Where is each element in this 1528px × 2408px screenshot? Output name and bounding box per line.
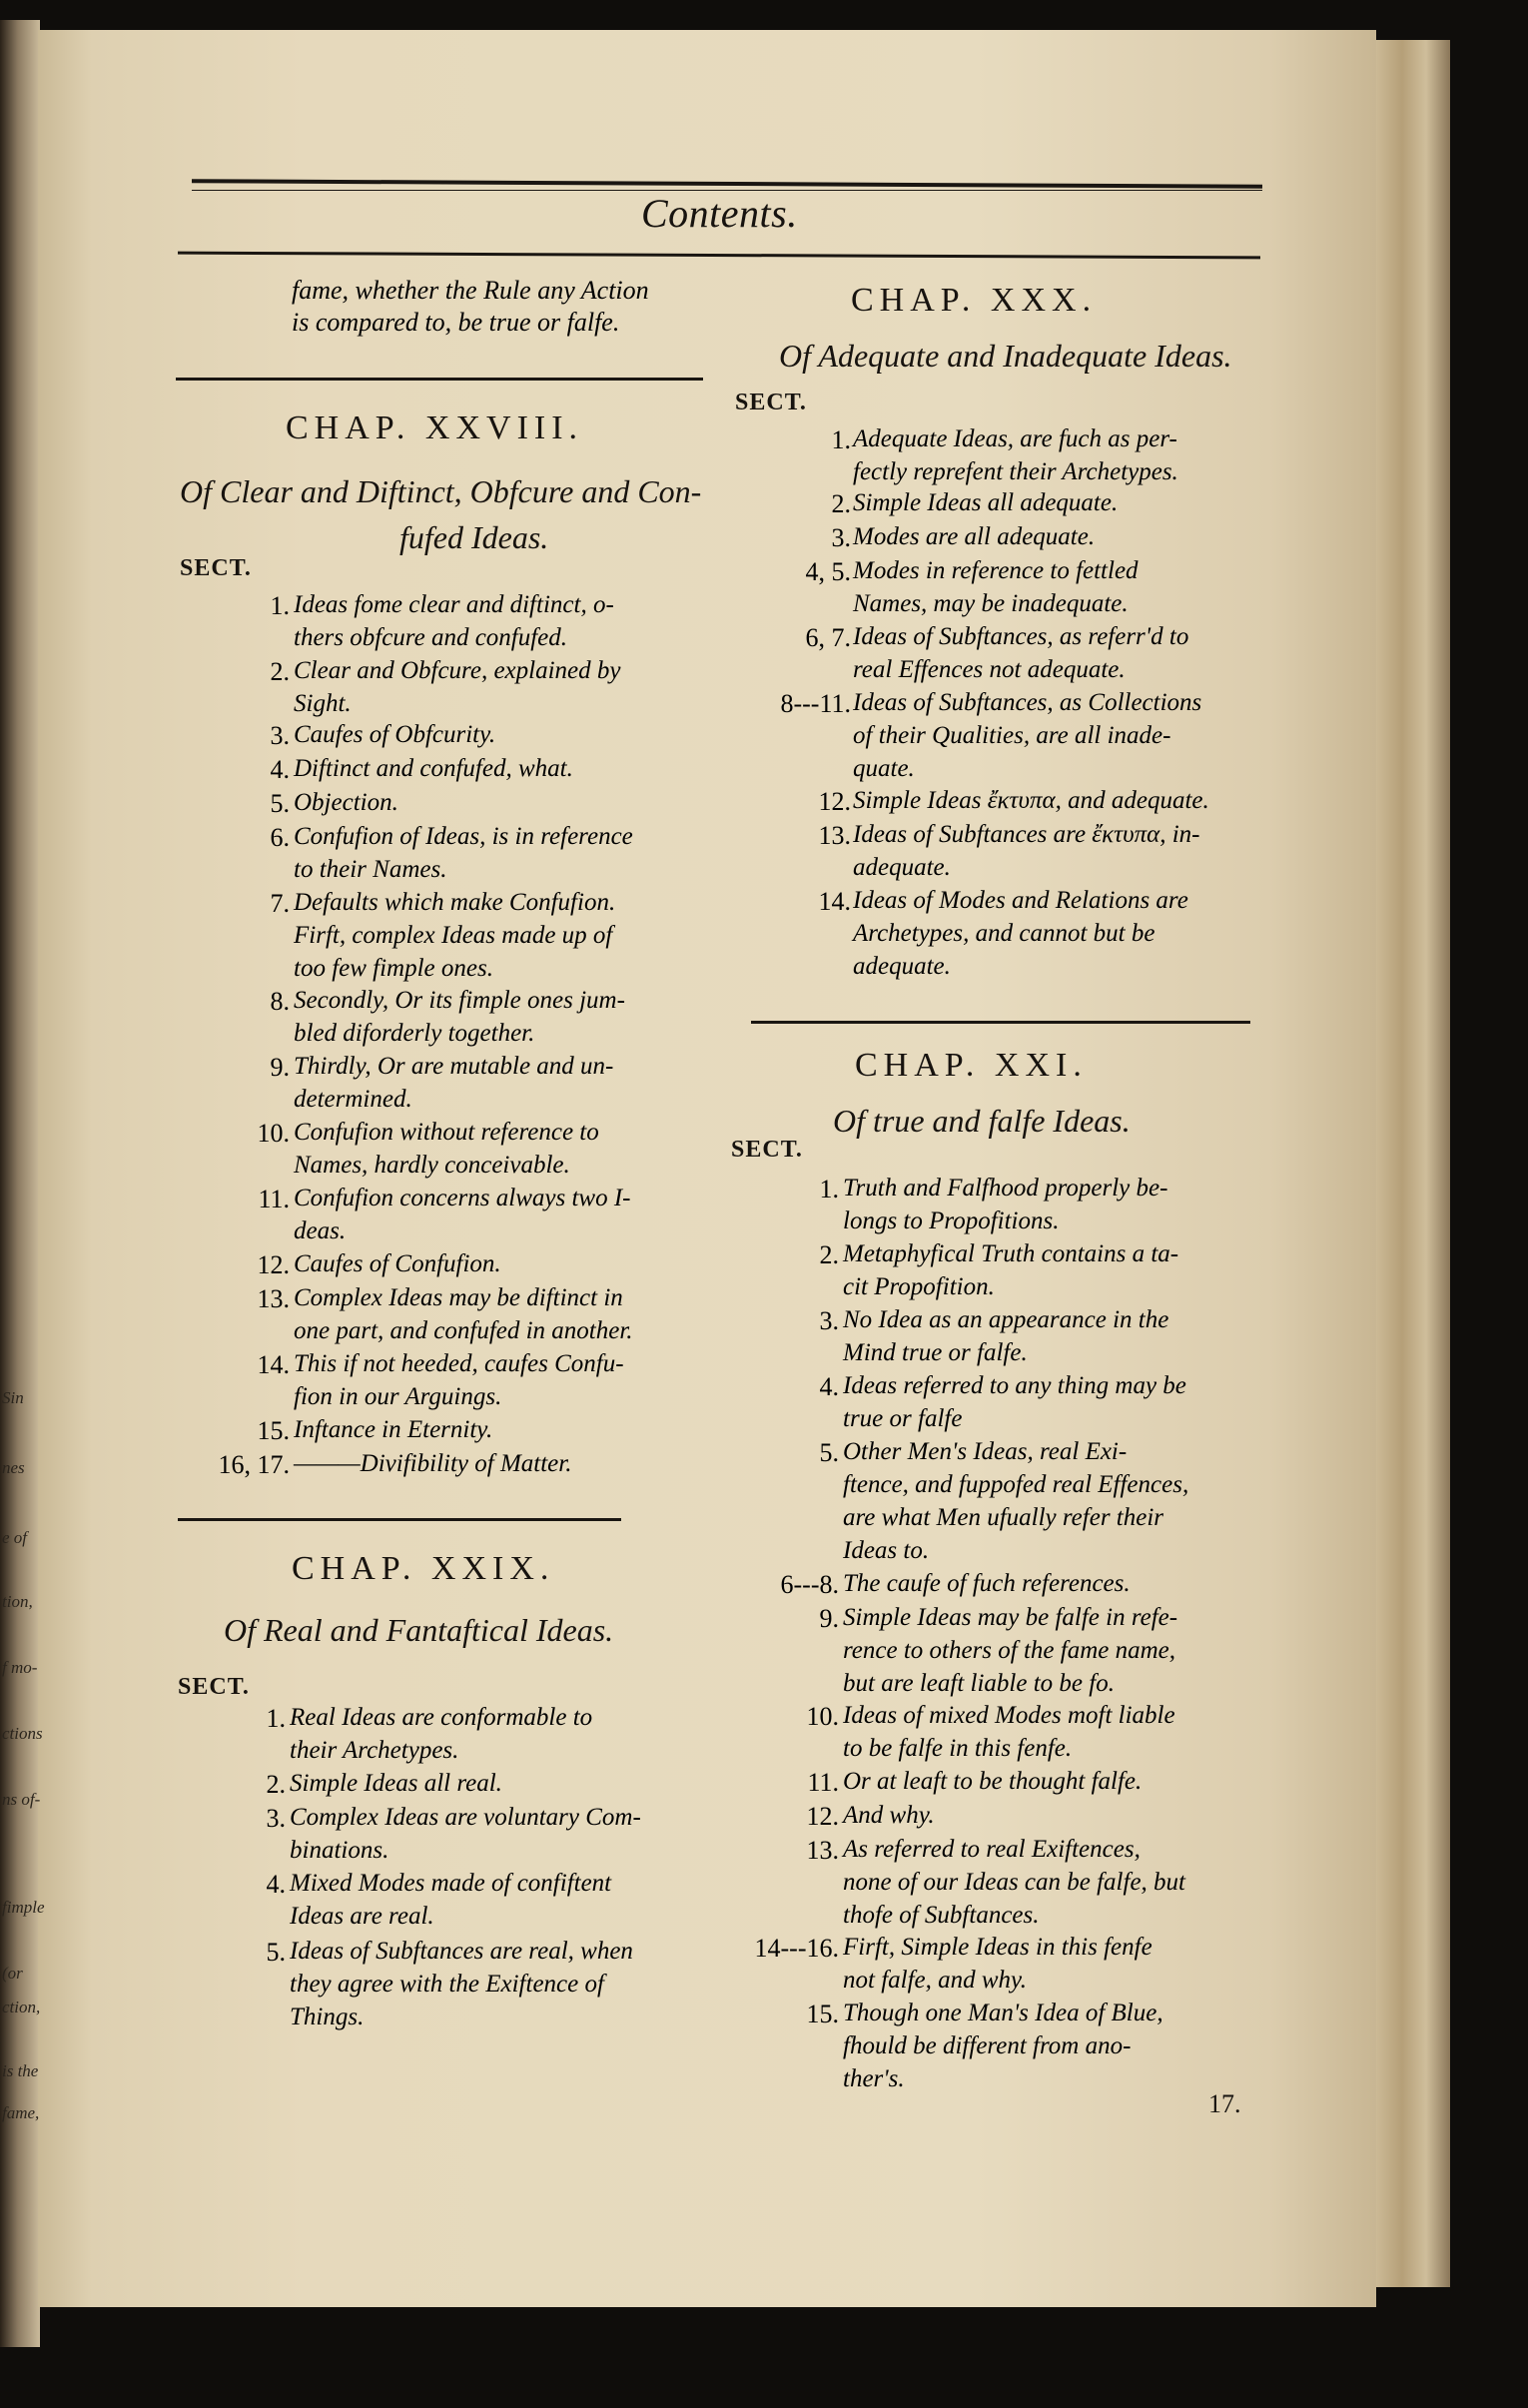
sect-number: 11. bbox=[807, 1768, 839, 1797]
sect-text-line: Ideas are real. bbox=[290, 1903, 434, 1930]
sect-number: 7. bbox=[270, 889, 290, 918]
section-divider bbox=[178, 1518, 621, 1521]
sect-text-line: adequate. bbox=[853, 854, 951, 881]
sect-text-line: Metaphyfical Truth contains a ta- bbox=[843, 1240, 1179, 1267]
sect-text-line: Ideas referred to any thing may be bbox=[843, 1372, 1186, 1399]
sect-number: 8---11. bbox=[780, 689, 851, 718]
sect-text-line: Inftance in Eternity. bbox=[294, 1416, 493, 1443]
sect-text-line: too few fimple ones. bbox=[294, 955, 493, 982]
sect-text-line: As referred to real Exiftences, bbox=[843, 1836, 1141, 1863]
sect-text-line: Simple Ideas ἔκτυπα, and adequate. bbox=[853, 787, 1209, 814]
chapter-heading: CHAP. XXIX. bbox=[292, 1550, 555, 1587]
sect-text-line: Sight. bbox=[294, 690, 352, 717]
sect-text-line: Firft, complex Ideas made up of bbox=[294, 922, 613, 949]
sect-number: 10. bbox=[257, 1119, 290, 1148]
sect-text-line: Diftinct and confufed, what. bbox=[294, 755, 573, 782]
sect-text-line: Ideas of mixed Modes moft liable bbox=[843, 1702, 1175, 1729]
sect-number: 13. bbox=[806, 1836, 839, 1865]
sect-number: 14. bbox=[257, 1350, 290, 1379]
margin-fragment: ctions bbox=[2, 1724, 43, 1743]
sect-text-line: of their Qualities, are all inade- bbox=[853, 722, 1171, 749]
section-divider bbox=[176, 378, 703, 381]
sect-number: 1. bbox=[270, 591, 290, 620]
sect-text-line: Mind true or falfe. bbox=[843, 1339, 1028, 1366]
sect-text-line: fion in our Arguings. bbox=[294, 1383, 502, 1410]
sect-text-line: thers obfcure and confufed. bbox=[294, 624, 568, 651]
sect-text-line: Ideas fome clear and diftinct, o- bbox=[294, 591, 614, 618]
sect-number: 3. bbox=[819, 1306, 839, 1335]
sect-text-line: to their Names. bbox=[294, 856, 447, 883]
margin-fragment: tion, bbox=[2, 1592, 33, 1611]
sect-number: 4. bbox=[819, 1372, 839, 1401]
sect-number: 6. bbox=[270, 823, 290, 852]
sect-text-line: they agree with the Exiftence of bbox=[290, 1971, 604, 1998]
margin-fragment: ns of- bbox=[2, 1790, 41, 1809]
continuation-line: is compared to, be true or falfe. bbox=[292, 308, 620, 337]
margin-fragment: f mo- bbox=[2, 1658, 38, 1677]
sect-text-line: This if not heeded, caufes Confu- bbox=[294, 1350, 624, 1377]
chapter-title: Of Real and Fantaftical Ideas. bbox=[224, 1612, 614, 1648]
sect-text-line: Caufes of Obfcurity. bbox=[294, 721, 496, 748]
margin-fragment: is the bbox=[2, 2061, 39, 2080]
sect-text-line: Ideas of Subftances are ἔκτυπα, in- bbox=[853, 821, 1200, 848]
sect-text-line: bled diforderly together. bbox=[294, 1020, 535, 1047]
sect-text-line: none of our Ideas can be falfe, but bbox=[843, 1869, 1185, 1896]
sect-text-line: Modes are all adequate. bbox=[853, 523, 1096, 550]
sect-text-line: ———Divifibility of Matter. bbox=[294, 1450, 572, 1477]
sect-number: 5. bbox=[266, 1938, 286, 1967]
sect-text-line: Modes in reference to fettled bbox=[853, 557, 1139, 584]
page-fore-edge bbox=[1370, 40, 1450, 2287]
sect-text-line: binations. bbox=[290, 1837, 389, 1864]
sect-text-line: fhould be different from ano- bbox=[843, 2032, 1132, 2059]
sect-text-line: Though one Man's Idea of Blue, bbox=[843, 2000, 1163, 2026]
sect-text-line: not falfe, and why. bbox=[843, 1967, 1028, 1994]
sect-text-line: ther's. bbox=[843, 2065, 905, 2092]
sect-text-line: one part, and confufed in another. bbox=[294, 1317, 633, 1344]
sect-text-line: quate. bbox=[853, 755, 915, 782]
sect-text-line: longs to Propofitions. bbox=[843, 1207, 1060, 1234]
section-divider bbox=[751, 1021, 1250, 1024]
margin-fragment: Sin bbox=[2, 1388, 24, 1407]
sect-text-line: Complex Ideas may be diftinct in bbox=[294, 1284, 623, 1311]
sect-text-line: but are leaft liable to be fo. bbox=[843, 1670, 1115, 1697]
sect-number: 10. bbox=[806, 1702, 839, 1731]
chapter-title: Of true and falfe Ideas. bbox=[833, 1103, 1131, 1139]
sect-text-line: deas. bbox=[294, 1217, 347, 1244]
sect-text-line: Confufion without reference to bbox=[294, 1119, 599, 1146]
sect-number: 13. bbox=[257, 1284, 290, 1313]
sect-number: 3. bbox=[270, 721, 290, 750]
sect-text-line: Ideas of Subftances, as referr'd to bbox=[853, 623, 1189, 650]
chapter-heading: CHAP. XXVIII. bbox=[286, 409, 584, 446]
sect-text-line: Truth and Falfhood properly be- bbox=[843, 1175, 1168, 1202]
sect-number: 15. bbox=[806, 2000, 839, 2028]
sect-text-line: their Archetypes. bbox=[290, 1737, 459, 1764]
sect-number: 5. bbox=[819, 1438, 839, 1467]
sect-text-line: Ideas of Subftances are real, when bbox=[290, 1938, 633, 1965]
chapter-title: fufed Ideas. bbox=[399, 519, 549, 555]
sect-number: 3. bbox=[831, 523, 851, 552]
catchword: 17. bbox=[1208, 2089, 1241, 2118]
sect-text-line: true or falfe bbox=[843, 1405, 963, 1432]
sect-text-line: Adequate Ideas, are fuch as per- bbox=[853, 425, 1177, 452]
sect-number: 4. bbox=[266, 1870, 286, 1899]
sect-number: 2. bbox=[819, 1240, 839, 1269]
sect-number: 1. bbox=[266, 1704, 286, 1733]
sect-number: 8. bbox=[270, 987, 290, 1016]
sect-text-line: rence to others of the fame name, bbox=[843, 1637, 1176, 1664]
sect-number: 3. bbox=[266, 1804, 286, 1833]
chapter-title: Of Adequate and Inadequate Ideas. bbox=[779, 338, 1232, 374]
sect-text-line: Ideas of Modes and Relations are bbox=[853, 887, 1188, 914]
sect-number: 6, 7. bbox=[805, 623, 851, 652]
sect-number: 15. bbox=[257, 1416, 290, 1445]
sect-text-line: Things. bbox=[290, 2004, 365, 2030]
sect-text-line: ftence, and fuppofed real Effences, bbox=[843, 1471, 1189, 1498]
sect-text-line: to be falfe in this fenfe. bbox=[843, 1735, 1073, 1762]
sect-label: SECT. bbox=[731, 1137, 803, 1163]
sect-label: SECT. bbox=[178, 1674, 250, 1700]
sect-text-line: determined. bbox=[294, 1086, 412, 1113]
sect-text-line: Clear and Obfcure, explained by bbox=[294, 657, 621, 684]
chapter-title: Of Clear and Diftinct, Obfcure and Con- bbox=[180, 473, 702, 509]
sect-number: 1. bbox=[831, 425, 851, 454]
chapter-heading: CHAP. XXI. bbox=[855, 1047, 1088, 1084]
running-head: Contents. bbox=[641, 191, 798, 236]
sect-text-line: Names, hardly conceivable. bbox=[294, 1152, 570, 1179]
sect-text-line: Ideas to. bbox=[843, 1537, 930, 1564]
sect-text-line: cit Propofition. bbox=[843, 1273, 995, 1300]
margin-fragment: nes bbox=[2, 1458, 25, 1477]
sect-text-line: Archetypes, and cannot but be bbox=[853, 920, 1155, 947]
margin-fragment: e of bbox=[2, 1528, 28, 1547]
margin-fragment: fame, bbox=[2, 2103, 40, 2122]
sect-text-line: are what Men ufually refer their bbox=[843, 1504, 1164, 1531]
sect-text-line: Names, may be inadequate. bbox=[853, 590, 1129, 617]
sect-number: 2. bbox=[270, 657, 290, 686]
sect-number: 9. bbox=[270, 1053, 290, 1082]
sect-text-line: Confufion concerns always two I- bbox=[294, 1185, 631, 1211]
continuation-line: fame, whether the Rule any Action bbox=[292, 276, 649, 305]
sect-text-line: Objection. bbox=[294, 789, 398, 816]
margin-fragment: ction, bbox=[2, 1998, 41, 2016]
sect-text-line: Or at leaft to be thought falfe. bbox=[843, 1768, 1143, 1795]
sect-number: 14---16. bbox=[754, 1934, 839, 1963]
sect-number: 16, 17. bbox=[218, 1450, 290, 1479]
sect-text-line: Real Ideas are conformable to bbox=[290, 1704, 593, 1731]
sect-number: 12. bbox=[806, 1802, 839, 1831]
sect-text-line: adequate. bbox=[853, 953, 951, 980]
margin-fragment: fimple bbox=[2, 1898, 45, 1917]
sect-text-line: Simple Ideas may be falfe in refe- bbox=[843, 1604, 1178, 1631]
sect-number: 2. bbox=[831, 489, 851, 518]
sect-number: 4. bbox=[270, 755, 290, 784]
sect-text-line: Secondly, Or its fimple ones jum- bbox=[294, 987, 625, 1014]
margin-fragment: (or bbox=[2, 1964, 23, 1983]
sect-text-line: No Idea as an appearance in the bbox=[843, 1306, 1169, 1333]
sect-text-line: The caufe of fuch references. bbox=[843, 1570, 1131, 1597]
sect-number: 12. bbox=[257, 1250, 290, 1279]
sect-number: 9. bbox=[819, 1604, 839, 1633]
sect-text-line: Other Men's Ideas, real Exi- bbox=[843, 1438, 1128, 1465]
sect-text-line: Thirdly, Or are mutable and un- bbox=[294, 1053, 614, 1080]
sect-text-line: fectly reprefent their Archetypes. bbox=[853, 458, 1178, 485]
sect-text-line: real Effences not adequate. bbox=[853, 656, 1126, 683]
sect-number: 6---8. bbox=[780, 1570, 839, 1599]
sect-text-line: And why. bbox=[843, 1802, 935, 1829]
sect-number: 13. bbox=[818, 821, 851, 850]
sect-text-line: Confufion of Ideas, is in reference bbox=[294, 823, 633, 850]
sect-text-line: Ideas of Subftances, as Collections bbox=[853, 689, 1202, 716]
chapter-heading: CHAP. XXX. bbox=[851, 282, 1098, 319]
sect-label: SECT. bbox=[180, 555, 252, 581]
sect-text-line: Defaults which make Confufion. bbox=[294, 889, 616, 916]
sect-text-line: Simple Ideas all real. bbox=[290, 1770, 502, 1797]
sect-number: 11. bbox=[258, 1185, 290, 1213]
sect-number: 12. bbox=[818, 787, 851, 816]
sect-text-line: Simple Ideas all adequate. bbox=[853, 489, 1119, 516]
sect-number: 5. bbox=[270, 789, 290, 818]
sect-number: 1. bbox=[819, 1175, 839, 1204]
sect-number: 14. bbox=[818, 887, 851, 916]
sect-number: 4, 5. bbox=[805, 557, 851, 586]
sect-number: 2. bbox=[266, 1770, 286, 1799]
sect-text-line: Mixed Modes made of confiftent bbox=[290, 1870, 612, 1897]
sect-text-line: Complex Ideas are voluntary Com- bbox=[290, 1804, 641, 1831]
sect-label: SECT. bbox=[735, 390, 807, 415]
sect-text-line: thofe of Subftances. bbox=[843, 1902, 1040, 1929]
sect-text-line: Caufes of Confufion. bbox=[294, 1250, 501, 1277]
sect-text-line: Firft, Simple Ideas in this fenfe bbox=[843, 1934, 1152, 1961]
